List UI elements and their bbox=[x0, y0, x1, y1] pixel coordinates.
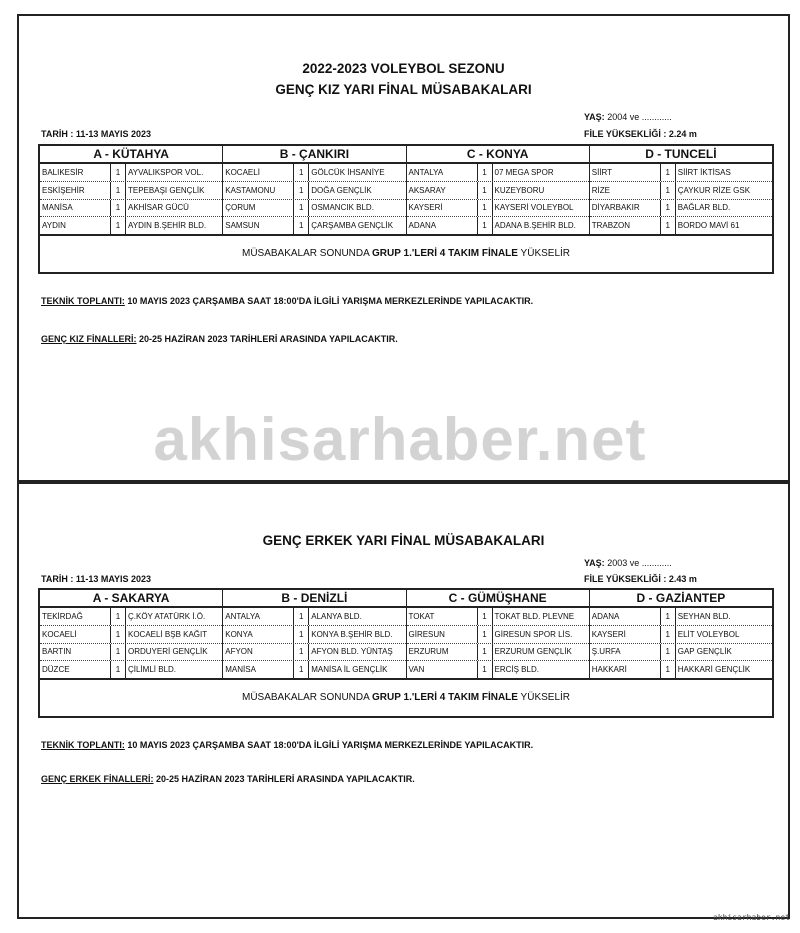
boys-title: GENÇ ERKEK YARI FİNAL MÜSABAKALARI bbox=[262, 533, 545, 548]
team-cell: ERZURUM GENÇLİK bbox=[494, 647, 572, 657]
city-cell: KOCAELİ bbox=[40, 626, 111, 643]
city-cell: Ş.URFA bbox=[590, 644, 661, 661]
seed-cell: 1 bbox=[294, 164, 309, 181]
group-header: B - DENİZLİ bbox=[223, 590, 405, 608]
table-row bbox=[40, 217, 222, 234]
city-cell: ADANA bbox=[590, 608, 661, 625]
team-cell: DOĞA GENÇLİK bbox=[311, 185, 372, 195]
seed-cell: 1 bbox=[294, 626, 309, 643]
city-cell: AYDIN bbox=[40, 217, 111, 234]
technical-meeting: TEKNİK TOPLANTI: 10 MAYIS 2023 ÇARŞAMBA SAAT 18:00'DA İLGİLİ YARIŞMA MERKEZLERİNDE YAPILACAKTIR. bbox=[41, 740, 534, 750]
seed-cell: 1 bbox=[294, 217, 309, 234]
group-header: A - SAKARYA bbox=[40, 590, 222, 608]
table-row bbox=[407, 608, 589, 626]
age-info: YAŞ: 2004 ve ............ bbox=[584, 112, 672, 122]
city-cell: ANTALYA bbox=[223, 608, 294, 625]
city-cell: GİRESUN bbox=[407, 626, 478, 643]
city-cell: KAYSERİ bbox=[407, 200, 478, 217]
group-column bbox=[40, 590, 223, 678]
city-cell: ADANA bbox=[407, 217, 478, 234]
table-row bbox=[590, 661, 772, 678]
boys-semifinal-panel bbox=[17, 482, 790, 919]
team-cell: MANİSA İL GENÇLİK bbox=[311, 665, 388, 675]
team-cell: ÇAYKUR RİZE GSK bbox=[677, 185, 751, 195]
city-cell: BARTIN bbox=[40, 644, 111, 661]
group-column bbox=[590, 146, 772, 234]
team-cell: 07 MEGA SPOR bbox=[494, 167, 554, 177]
table-row bbox=[223, 608, 405, 626]
city-cell: KASTAMONU bbox=[223, 182, 294, 199]
city-cell: TOKAT bbox=[407, 608, 478, 625]
age-info: YAŞ: 2003 ve ............ bbox=[584, 558, 672, 568]
team-cell: AYDIN B.ŞEHİR BLD. bbox=[128, 221, 207, 231]
seed-cell: 1 bbox=[111, 626, 126, 643]
table-row bbox=[223, 200, 405, 218]
team-cell: ORDUYERİ GENÇLİK bbox=[128, 647, 208, 657]
team-cell: BAĞLAR BLD. bbox=[677, 203, 731, 213]
seed-cell: 1 bbox=[478, 608, 493, 625]
table-row bbox=[223, 182, 405, 200]
seed-cell: 1 bbox=[661, 644, 676, 661]
table-row bbox=[40, 164, 222, 182]
city-cell: AFYON bbox=[223, 644, 294, 661]
advance-note: MÜSABAKALAR SONUNDA GRUP 1.'LERİ 4 TAKIM FİNALE YÜKSELİR bbox=[38, 236, 774, 274]
seed-cell: 1 bbox=[661, 182, 676, 199]
group-header: A - KÜTAHYA bbox=[40, 146, 222, 164]
city-cell: ÇORUM bbox=[223, 200, 294, 217]
girls-title: GENÇ KIZ YARI FİNAL MÜSABAKALARI bbox=[275, 82, 532, 97]
table-row bbox=[407, 661, 589, 678]
city-cell: TEKİRDAĞ bbox=[40, 608, 111, 625]
groups-table bbox=[38, 144, 774, 236]
table-row bbox=[407, 626, 589, 644]
table-row bbox=[590, 200, 772, 218]
seed-cell: 1 bbox=[294, 608, 309, 625]
seed-cell: 1 bbox=[478, 182, 493, 199]
team-cell: GAP GENÇLİK bbox=[677, 647, 732, 657]
seed-cell: 1 bbox=[111, 182, 126, 199]
seed-cell: 1 bbox=[661, 626, 676, 643]
team-cell: TOKAT BLD. PLEVNE bbox=[494, 611, 575, 621]
table-row bbox=[223, 217, 405, 234]
city-cell: AKSARAY bbox=[407, 182, 478, 199]
city-cell: VAN bbox=[407, 661, 478, 678]
city-cell: KOCAELİ bbox=[223, 164, 294, 181]
watermark: akhisarhaber.net bbox=[153, 406, 647, 473]
team-cell: KUZEYBORU bbox=[494, 185, 545, 195]
team-cell: KONYA B.ŞEHİR BLD. bbox=[311, 629, 393, 639]
group-header: D - GAZİANTEP bbox=[590, 590, 772, 608]
group-header: B - ÇANKIRI bbox=[223, 146, 405, 164]
table-row bbox=[590, 164, 772, 182]
seed-cell: 1 bbox=[478, 217, 493, 234]
team-cell: GÖLCÜK İHSANİYE bbox=[311, 167, 385, 177]
seed-cell: 1 bbox=[111, 644, 126, 661]
city-cell: ANTALYA bbox=[407, 164, 478, 181]
table-row bbox=[40, 200, 222, 218]
seed-cell: 1 bbox=[294, 182, 309, 199]
date-info: TARİH : 11-13 MAYIS 2023 bbox=[41, 129, 152, 139]
group-header: D - TUNCELİ bbox=[590, 146, 772, 164]
city-cell: RİZE bbox=[590, 182, 661, 199]
group-header: C - GÜMÜŞHANE bbox=[407, 590, 589, 608]
city-cell: ERZURUM bbox=[407, 644, 478, 661]
table-row bbox=[590, 644, 772, 662]
seed-cell: 1 bbox=[478, 626, 493, 643]
city-cell: KAYSERİ bbox=[590, 626, 661, 643]
seed-cell: 1 bbox=[111, 164, 126, 181]
seed-cell: 1 bbox=[478, 200, 493, 217]
seed-cell: 1 bbox=[478, 644, 493, 661]
table-row bbox=[223, 626, 405, 644]
finals-info: GENÇ KIZ FİNALLERİ: 20-25 HAZİRAN 2023 TARİHLERİ ARASINDA YAPILACAKTIR. bbox=[41, 334, 398, 344]
date-info: TARİH : 11-13 MAYIS 2023 bbox=[41, 574, 152, 584]
team-cell: ERCİŞ BLD. bbox=[494, 665, 539, 675]
city-cell: ESKİŞEHİR bbox=[40, 182, 111, 199]
table-row bbox=[407, 644, 589, 662]
table-row bbox=[40, 182, 222, 200]
city-cell: DÜZCE bbox=[40, 661, 111, 678]
team-cell: ALANYA BLD. bbox=[311, 611, 362, 621]
city-cell: SİİRT bbox=[590, 164, 661, 181]
table-row bbox=[40, 626, 222, 644]
city-cell: KONYA bbox=[223, 626, 294, 643]
net-height: FİLE YÜKSEKLİĞİ : 2.24 m bbox=[584, 129, 697, 139]
table-row bbox=[407, 200, 589, 218]
table-row bbox=[590, 217, 772, 234]
city-cell: BALIKESİR bbox=[40, 164, 111, 181]
table-row bbox=[40, 644, 222, 662]
seed-cell: 1 bbox=[478, 661, 493, 678]
season-title: 2022-2023 VOLEYBOL SEZONU bbox=[302, 61, 505, 76]
team-cell: KAYSERİ VOLEYBOL bbox=[494, 203, 574, 213]
table-row bbox=[407, 182, 589, 200]
team-cell: ÇİLİMLİ BLD. bbox=[128, 665, 177, 675]
table-row bbox=[40, 608, 222, 626]
team-cell: Ç.KÖY ATATÜRK İ.Ö. bbox=[128, 611, 206, 621]
seed-cell: 1 bbox=[111, 608, 126, 625]
net-height: FİLE YÜKSEKLİĞİ : 2.43 m bbox=[584, 574, 697, 584]
city-cell: DİYARBAKIR bbox=[590, 200, 661, 217]
finals-info: GENÇ ERKEK FİNALLERİ: 20-25 HAZİRAN 2023 TARİHLERİ ARASINDA YAPILACAKTIR. bbox=[41, 774, 415, 784]
seed-cell: 1 bbox=[478, 164, 493, 181]
seed-cell: 1 bbox=[294, 200, 309, 217]
group-column bbox=[40, 146, 223, 234]
technical-meeting: TEKNİK TOPLANTI: 10 MAYIS 2023 ÇARŞAMBA SAAT 18:00'DA İLGİLİ YARIŞMA MERKEZLERİNDE YAPILACAKTIR. bbox=[41, 296, 534, 306]
team-cell: BORDO MAVİ 61 bbox=[677, 221, 740, 231]
table-row bbox=[223, 164, 405, 182]
seed-cell: 1 bbox=[661, 661, 676, 678]
table-row bbox=[223, 644, 405, 662]
group-column bbox=[407, 590, 590, 678]
team-cell: OSMANCIK BLD. bbox=[311, 203, 374, 213]
team-cell: SİİRT İKTİSAS bbox=[677, 167, 731, 177]
groups-table bbox=[38, 588, 774, 680]
seed-cell: 1 bbox=[661, 200, 676, 217]
group-column bbox=[590, 590, 772, 678]
seed-cell: 1 bbox=[661, 164, 676, 181]
table-row bbox=[223, 661, 405, 678]
team-cell: ELİT VOLEYBOL bbox=[677, 629, 740, 639]
team-cell: KOCAELİ BŞB KAĞIT bbox=[128, 629, 208, 639]
table-row bbox=[40, 661, 222, 678]
table-row bbox=[590, 182, 772, 200]
group-header: C - KONYA bbox=[407, 146, 589, 164]
table-row bbox=[590, 626, 772, 644]
city-cell: SAMSUN bbox=[223, 217, 294, 234]
table-row bbox=[590, 608, 772, 626]
team-cell: AKHİSAR GÜCÜ bbox=[128, 203, 189, 213]
table-row bbox=[407, 164, 589, 182]
group-column bbox=[407, 146, 590, 234]
corner-watermark: akhisarhaber.net bbox=[712, 913, 790, 922]
seed-cell: 1 bbox=[111, 200, 126, 217]
seed-cell: 1 bbox=[294, 644, 309, 661]
advance-note: MÜSABAKALAR SONUNDA GRUP 1.'LERİ 4 TAKIM FİNALE YÜKSELİR bbox=[38, 680, 774, 718]
city-cell: HAKKARİ bbox=[590, 661, 661, 678]
city-cell: TRABZON bbox=[590, 217, 661, 234]
team-cell: ADANA B.ŞEHİR BLD. bbox=[494, 221, 576, 231]
team-cell: TEPEBAŞI GENÇLİK bbox=[128, 185, 205, 195]
team-cell: ÇARŞAMBA GENÇLİK bbox=[311, 221, 394, 231]
table-row bbox=[407, 217, 589, 234]
team-cell: AYVALIKSPOR VOL. bbox=[128, 167, 204, 177]
seed-cell: 1 bbox=[294, 661, 309, 678]
team-cell: HAKKARİ GENÇLİK bbox=[677, 665, 751, 675]
group-column bbox=[223, 146, 406, 234]
team-cell: SEYHAN BLD. bbox=[677, 611, 731, 621]
city-cell: MANİSA bbox=[223, 661, 294, 678]
seed-cell: 1 bbox=[661, 608, 676, 625]
city-cell: MANİSA bbox=[40, 200, 111, 217]
seed-cell: 1 bbox=[661, 217, 676, 234]
seed-cell: 1 bbox=[111, 217, 126, 234]
group-column bbox=[223, 590, 406, 678]
seed-cell: 1 bbox=[111, 661, 126, 678]
team-cell: GİRESUN SPOR LİS. bbox=[494, 629, 573, 639]
team-cell: AFYON BLD. YÜNTAŞ bbox=[311, 647, 393, 657]
